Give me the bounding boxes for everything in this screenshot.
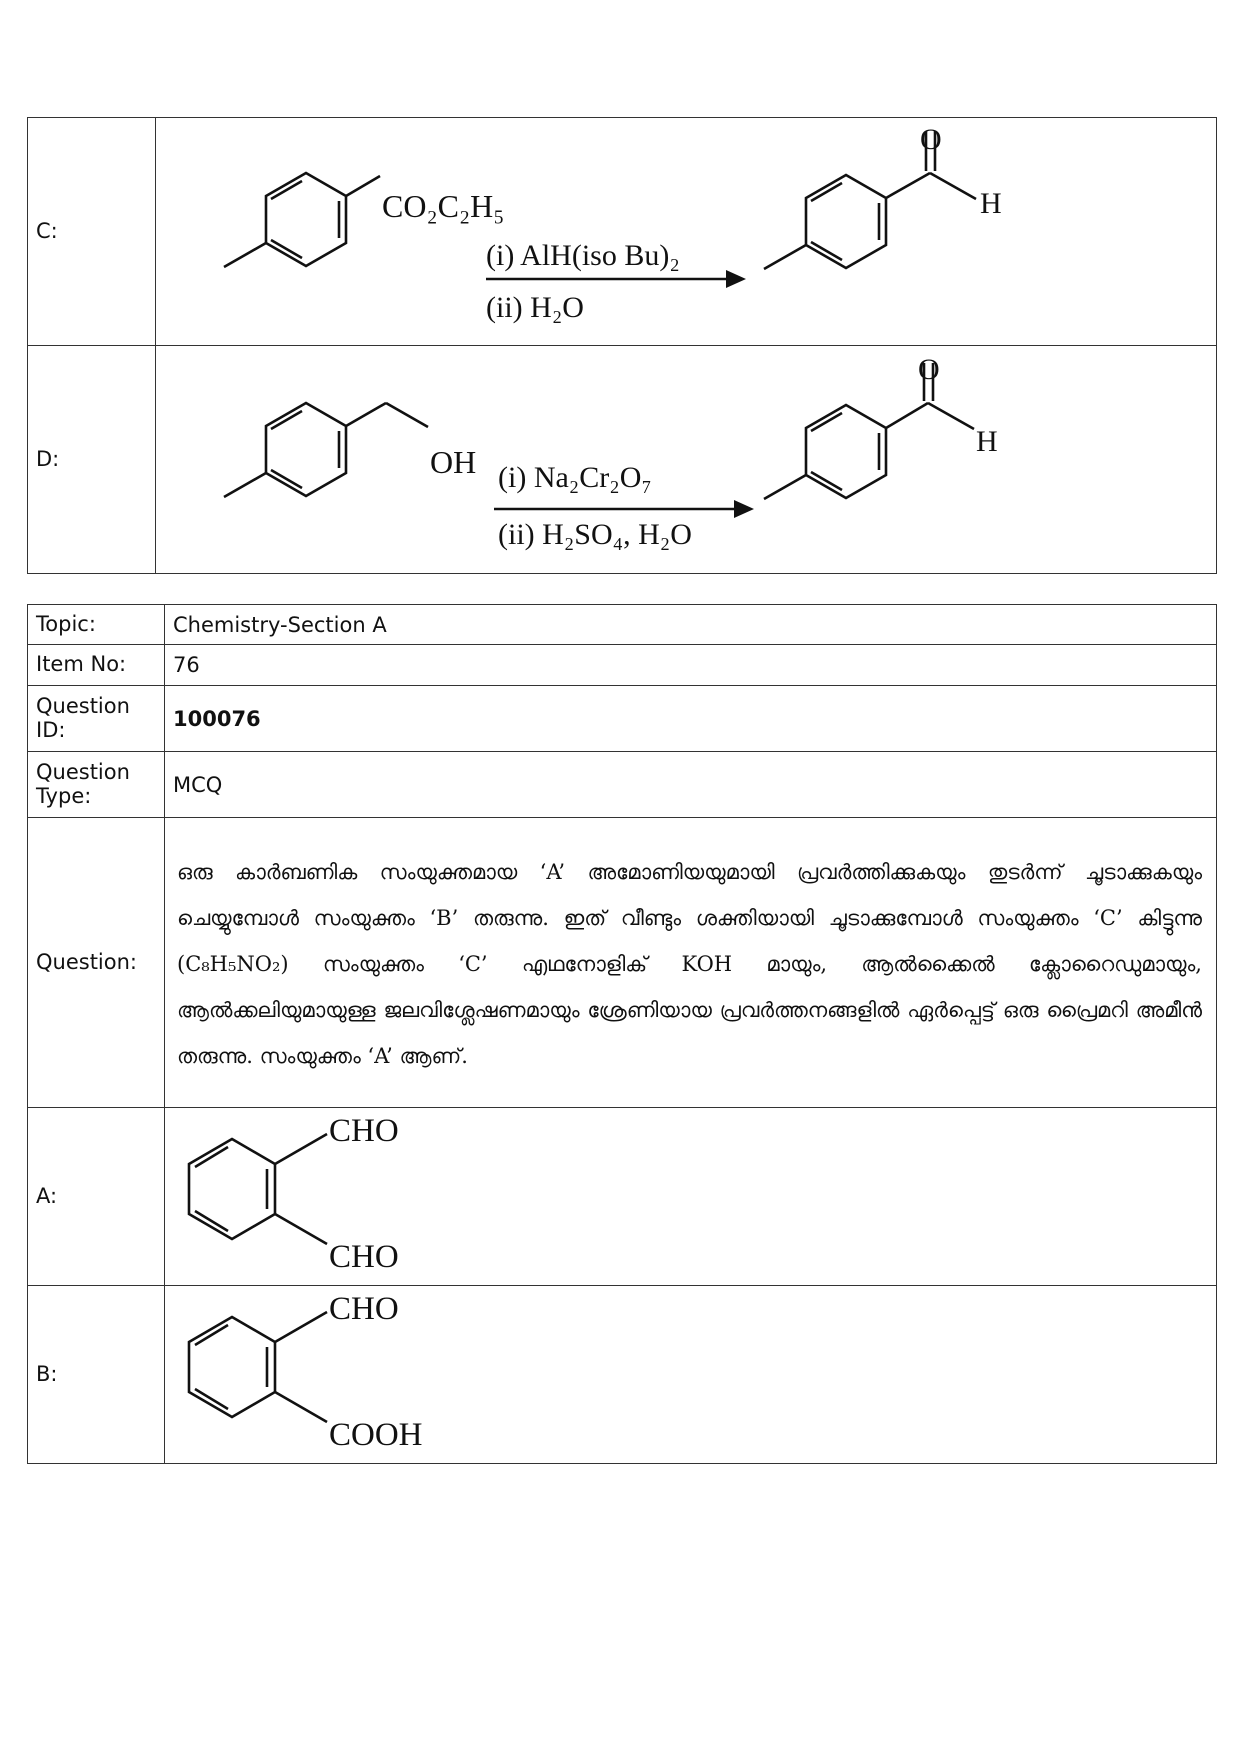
option-row-c bbox=[28, 118, 1217, 346]
question-id-value: 100076 bbox=[165, 686, 1217, 752]
oxygen-label: O bbox=[918, 352, 940, 386]
top-group-label: CHO bbox=[329, 1112, 399, 1149]
oxygen-label: O bbox=[920, 122, 942, 156]
topic-row bbox=[28, 605, 1217, 645]
option-row-b bbox=[28, 1286, 1217, 1464]
question-text: ഒരു കാർബണിക സംയുക്തമായ ‘A’ അമോണിയയുമായി പ്രവർത്തിക്കുകയും തുടർന്ന് ചൂടാക്കുകയും ചെയ്യുമ്പോൾ സംയുക്തം ‘B’ തരുന്നു. ഇത് വീണ്ടും ശക്തിയായി ചൂടാക്കുമ്പോൾ സംയുക്തം ‘C’ കിട്ടുന്നു (C₈H₅NO₂) സംയുക്തം ‘C’ എഥനോളിക് KOH മായും, ആൽക്കൈൽ ക്ലോറൈഡുമായും, ആൽക്കലിയുമായുള്ള ജലവിശ്ലേഷണമായും ശ്രേണിയായ പ്രവർത്തനങ്ങളിൽ ഏർപ്പെട്ട് ഒരു പ്രൈമറി അമീൻ തരുന്നു. സംയുക്തം ‘A’ ആണ്. bbox=[177, 859, 1202, 1068]
question-row bbox=[28, 818, 1217, 1108]
reagent-line-2: (ii) H₂SO₄, H₂O bbox=[498, 517, 692, 551]
question-id-row bbox=[28, 686, 1217, 752]
question-type-row bbox=[28, 752, 1217, 818]
reaction-diagram-d bbox=[156, 346, 1217, 574]
reagent-line-1: (i) AlH(iso Bu)₂ bbox=[486, 238, 680, 272]
question-type-value: MCQ bbox=[165, 752, 1217, 818]
reaction-scheme bbox=[156, 347, 1216, 573]
item-no-value: 76 bbox=[165, 645, 1217, 686]
hydrogen-label: H bbox=[976, 424, 998, 458]
substituent-label: CO₂C₂H₅ bbox=[382, 187, 505, 224]
item-no-label: Item No: bbox=[28, 645, 165, 686]
reaction-diagram-c bbox=[156, 118, 1217, 346]
top-group-label: CHO bbox=[329, 1290, 399, 1327]
topic-value: Chemistry-Section A bbox=[165, 605, 1217, 645]
question-id-label: Question ID: bbox=[28, 686, 165, 752]
bottom-group-label: COOH bbox=[329, 1416, 423, 1453]
question-cell bbox=[165, 818, 1217, 1108]
option-label: A: bbox=[28, 1108, 165, 1286]
option-label: B: bbox=[28, 1286, 165, 1464]
reagent-line-1: (i) Na₂Cr₂O₇ bbox=[498, 460, 652, 494]
question-type-label: Question Type: bbox=[28, 752, 165, 818]
hydrogen-label: H bbox=[980, 186, 1002, 220]
option-structure-b bbox=[165, 1286, 1217, 1464]
benzene-aldehyde-acid-structure bbox=[165, 1287, 465, 1463]
topic-label: Topic: bbox=[28, 605, 165, 645]
question-label: Question: bbox=[28, 818, 165, 1108]
option-label: C: bbox=[28, 118, 156, 346]
bottom-group-label: CHO bbox=[329, 1238, 399, 1275]
item-no-row bbox=[28, 645, 1217, 686]
previous-options-table bbox=[27, 117, 1217, 574]
option-row-a bbox=[28, 1108, 1217, 1286]
benzene-dialdehyde-structure bbox=[165, 1109, 465, 1285]
reaction-scheme bbox=[156, 119, 1216, 345]
option-label: D: bbox=[28, 346, 156, 574]
substituent-label: OH bbox=[430, 443, 477, 480]
option-row-d bbox=[28, 346, 1217, 574]
question-table bbox=[27, 604, 1217, 1464]
reagent-line-2: (ii) H₂O bbox=[486, 290, 584, 324]
option-structure-a bbox=[165, 1108, 1217, 1286]
